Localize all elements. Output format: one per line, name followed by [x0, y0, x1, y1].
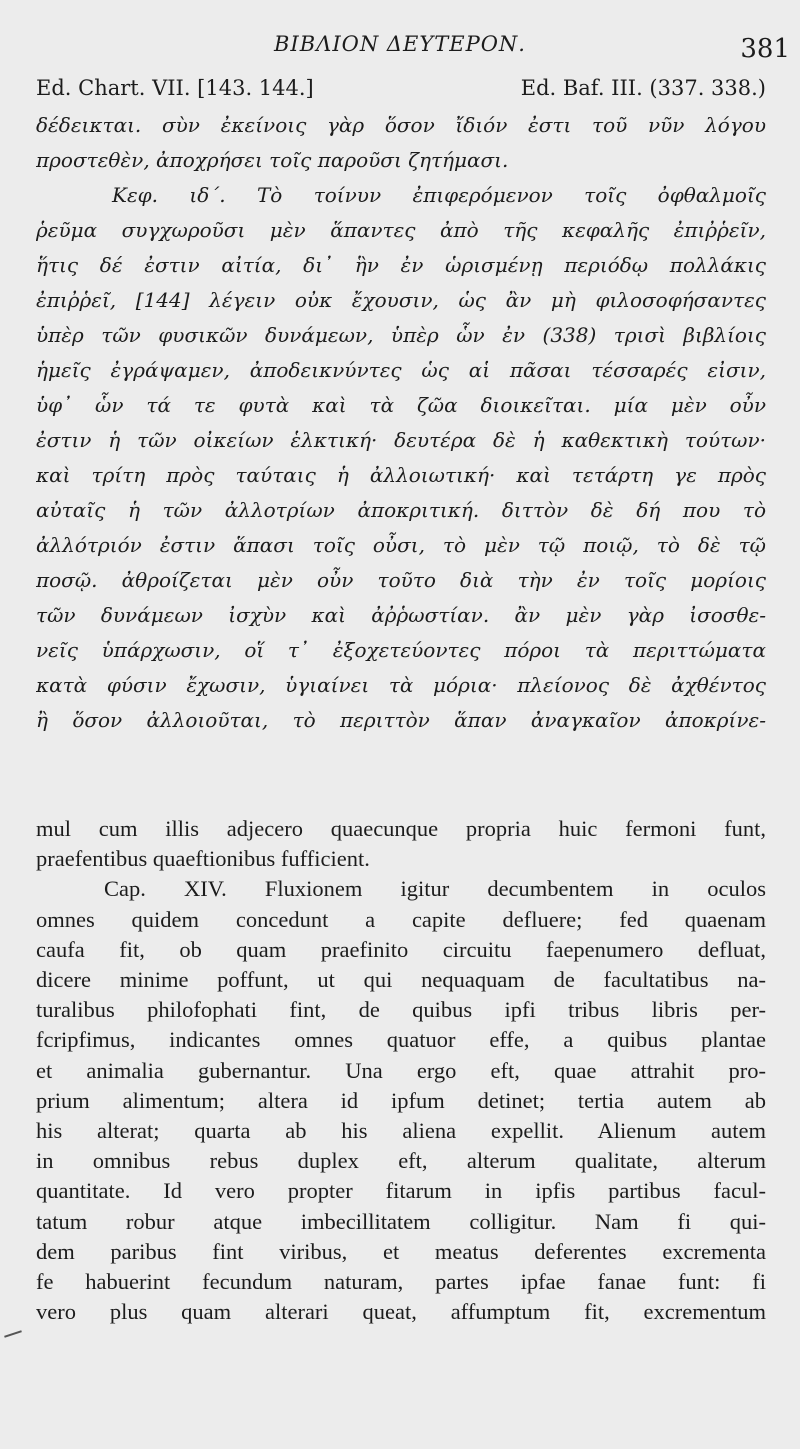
greek-line: ἀλλότριόν ἐστιν ἅπασι τοῖς οὖσι, τὸ μὲν τῷ ποιῷ, τὸ δὲ τῷ: [36, 533, 766, 557]
latin-line: dicere minime poffunt, ut qui nequaquam de facultatibus na-: [36, 967, 766, 993]
basel-edition-ref: Ed. Baf. III. (337. 338.): [520, 76, 766, 100]
edition-references: [36, 76, 766, 104]
greek-text-block: [36, 108, 766, 738]
greek-line: καὶ τρίτη πρὸς ταύταις ἡ ἀλλοιωτική· καὶ τετάρτη γε πρὸς: [36, 463, 766, 487]
greek-line: ἥτις δέ ἐστιν αἰτία, δι᾽ ἣν ἐν ὡρισμένῃ περιόδῳ πολλάκις: [36, 253, 766, 277]
greek-line: ἢ ὅσον ἀλλοιοῦται, τὸ περιττὸν ἅπαν ἀναγκαῖον ἀποκρίνε-: [36, 708, 766, 732]
greek-line: ὑπὲρ τῶν φυσικῶν δυνάμεων, ὑπὲρ ὧν ἐν (338) τρισὶ βιβλίοις: [36, 323, 766, 347]
latin-line: Cap. XIV. Fluxionem igitur decumbentem in oculos: [104, 876, 766, 902]
chartier-edition-ref: Ed. Chart. VII. [143. 144.]: [36, 76, 314, 100]
running-title: ΒΙΒΛΙΟΝ ΔΕΥΤΕΡΟΝ.: [274, 32, 526, 56]
latin-text-block: [36, 814, 766, 1327]
greek-line: νεῖς ὑπάρχωσιν, οἵ τ᾽ ἐξοχετεύοντες πόροι τὰ περιττώματα: [36, 638, 766, 662]
latin-line: in omnibus rebus duplex eft, alterum qualitate, alterum: [36, 1148, 766, 1174]
latin-line: his alterat; quarta ab his aliena expellit. Alienum autem: [36, 1118, 766, 1144]
latin-line: vero plus quam alterari queat, affumptum fit, excrementum: [36, 1299, 766, 1325]
greek-line: δέδεικται. σὺν ἐκείνοις γὰρ ὅσον ἴδιόν ἐστι τοῦ νῦν λόγου: [36, 113, 766, 137]
latin-line: fe habuerint fecundum naturam, partes ipfae fanae funt: fi: [36, 1269, 766, 1295]
latin-line: caufa fit, ob quam praefinito circuitu faepenumero defluat,: [36, 936, 766, 962]
greek-line: ὑφ᾽ ὧν τά τε φυτὰ καὶ τὰ ζῶα διοικεῖται. μία μὲν οὖν: [36, 393, 766, 417]
latin-line: omnes quidem concedunt a capite defluere; fed quaenam: [36, 906, 766, 932]
greek-line: ποσῷ. ἀθροίζεται μὲν οὖν τοῦτο διὰ τὴν ἐν τοῖς μορίοις: [36, 568, 766, 592]
latin-line: et animalia gubernantur. Una ergo eft, quae attrahit pro-: [36, 1057, 766, 1083]
latin-line: quantitate. Id vero propter fitarum in ipfis partibus facul-: [36, 1178, 766, 1204]
margin-mark: [4, 1330, 22, 1337]
latin-line: prium alimentum; altera id ipfum detinet; tertia autem ab: [36, 1087, 766, 1113]
latin-line: mul cum illis adjecero quaecunque propria huic fermoni funt,: [36, 816, 766, 841]
greek-line: ἐστιν ἡ τῶν οἰκείων ἑλκτική· δευτέρα δὲ ἡ καθεκτικὴ τούτων·: [36, 428, 766, 452]
latin-line: dem paribus fint viribus, et meatus deferentes excrementa: [36, 1238, 766, 1264]
greek-line: ἡμεῖς ἐγράψαμεν, ἀποδεικνύντες ὡς αἱ πᾶσαι τέσσαρές εἰσιν,: [36, 358, 766, 382]
greek-line: τῶν δυνάμεων ἰσχὺν καὶ ἀῤῥωστίαν. ἂν μὲν γὰρ ἰσοσθε-: [36, 603, 766, 627]
greek-line: ῥεῦμα συγχωροῦσι μὲν ἅπαντες ἀπὸ τῆς κεφαλῆς ἐπιῤῥεῖν,: [36, 218, 766, 242]
latin-line: tatum robur atque imbecillitatem colligitur. Nam fi qui-: [36, 1208, 766, 1234]
page-number: 381: [740, 34, 790, 64]
greek-line: ἐπιῤῥεῖ, [144] λέγειν οὐκ ἔχουσιν, ὡς ἂν μὴ φιλοσοφήσαντες: [36, 288, 766, 312]
greek-line: αὐταῖς ἡ τῶν ἀλλοτρίων ἀποκριτική. διττὸν δὲ δή που τὸ: [36, 498, 766, 522]
latin-line: turalibus philofophati fint, de quibus ipfi tribus libris per-: [36, 997, 766, 1023]
greek-line: κατὰ φύσιν ἔχωσιν, ὑγιαίνει τὰ μόρια· πλείονος δὲ ἀχθέντος: [36, 673, 766, 697]
running-head: [0, 28, 800, 64]
latin-line: praefentibus quaeftionibus fufficient.: [36, 846, 370, 872]
greek-line: Κεφ. ιδ΄. Τὸ τοίνυν ἐπιφερόμενον τοῖς ὀφθαλμοῖς: [112, 183, 766, 207]
greek-line: προστεθὲν, ἀποχρήσει τοῖς παροῦσι ζητήμασι.: [36, 148, 509, 172]
latin-line: fcripfimus, indicantes omnes quatuor effe, a quibus plantae: [36, 1027, 766, 1053]
